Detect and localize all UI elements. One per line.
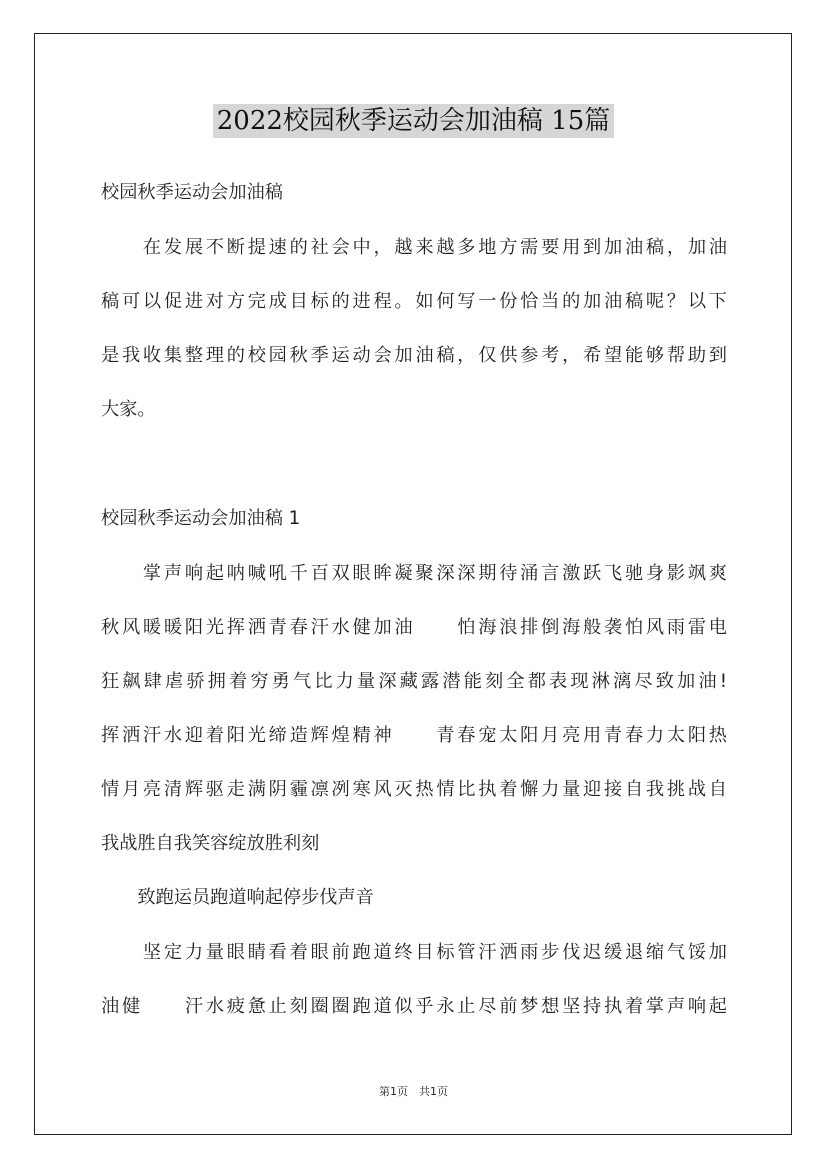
- page-footer: 第1页 共1页: [379, 1085, 448, 1098]
- paragraph-line: 掌声响起呐喊吼千百双眼眸凝聚深深期待涌言激跃飞驰身影飒爽: [101, 563, 727, 584]
- paragraph-line: 稿可以促进对方完成目标的进程。如何写一份恰当的加油稿呢？以下: [101, 291, 727, 312]
- paragraph-line: 挥洒汗水迎着阳光缔造辉煌精神 青春宠太阳月亮用青春力太阳热: [101, 725, 727, 746]
- section-heading: 校园秋季运动会加油稿 1: [101, 508, 301, 529]
- document-title: 2022校园秋季运动会加油稿 15篇: [0, 100, 827, 137]
- paragraph-line: 是我收集整理的校园秋季运动会加油稿，仅供参考，希望能够帮助到: [101, 345, 727, 366]
- paragraph-line: 在发展不断提速的社会中，越来越多地方需要用到加油稿，加油: [101, 237, 727, 258]
- paragraph-line: 大家。: [101, 399, 156, 420]
- paragraph-line: 狂飙肆虐骄拥着穷勇气比力量深藏露潜能刻全都表现淋漓尽致加油!: [101, 671, 727, 692]
- paragraph-line: 致跑运员跑道响起停步伐声音: [101, 887, 374, 908]
- paragraph-line: 秋风暖暖阳光挥洒青春汗水健加油 怕海浪排倒海般袭怕风雨雷电: [101, 617, 727, 638]
- paragraph-line: 油健 汗水疲惫止刻圈圈跑道似乎永止尽前梦想坚持执着掌声响起: [101, 996, 727, 1017]
- paragraph-line: 我战胜自我笑容绽放胜利刻: [101, 833, 320, 854]
- paragraph-line: 坚定力量眼睛看着眼前跑道终目标管汗洒雨步伐迟缓退缩气馁加: [101, 942, 727, 963]
- paragraph-line: 情月亮清辉驱走满阴霾凛冽寒风灭热情比执着懈力量迎接自我挑战自: [101, 779, 727, 800]
- section-heading: 校园秋季运动会加油稿: [101, 182, 283, 203]
